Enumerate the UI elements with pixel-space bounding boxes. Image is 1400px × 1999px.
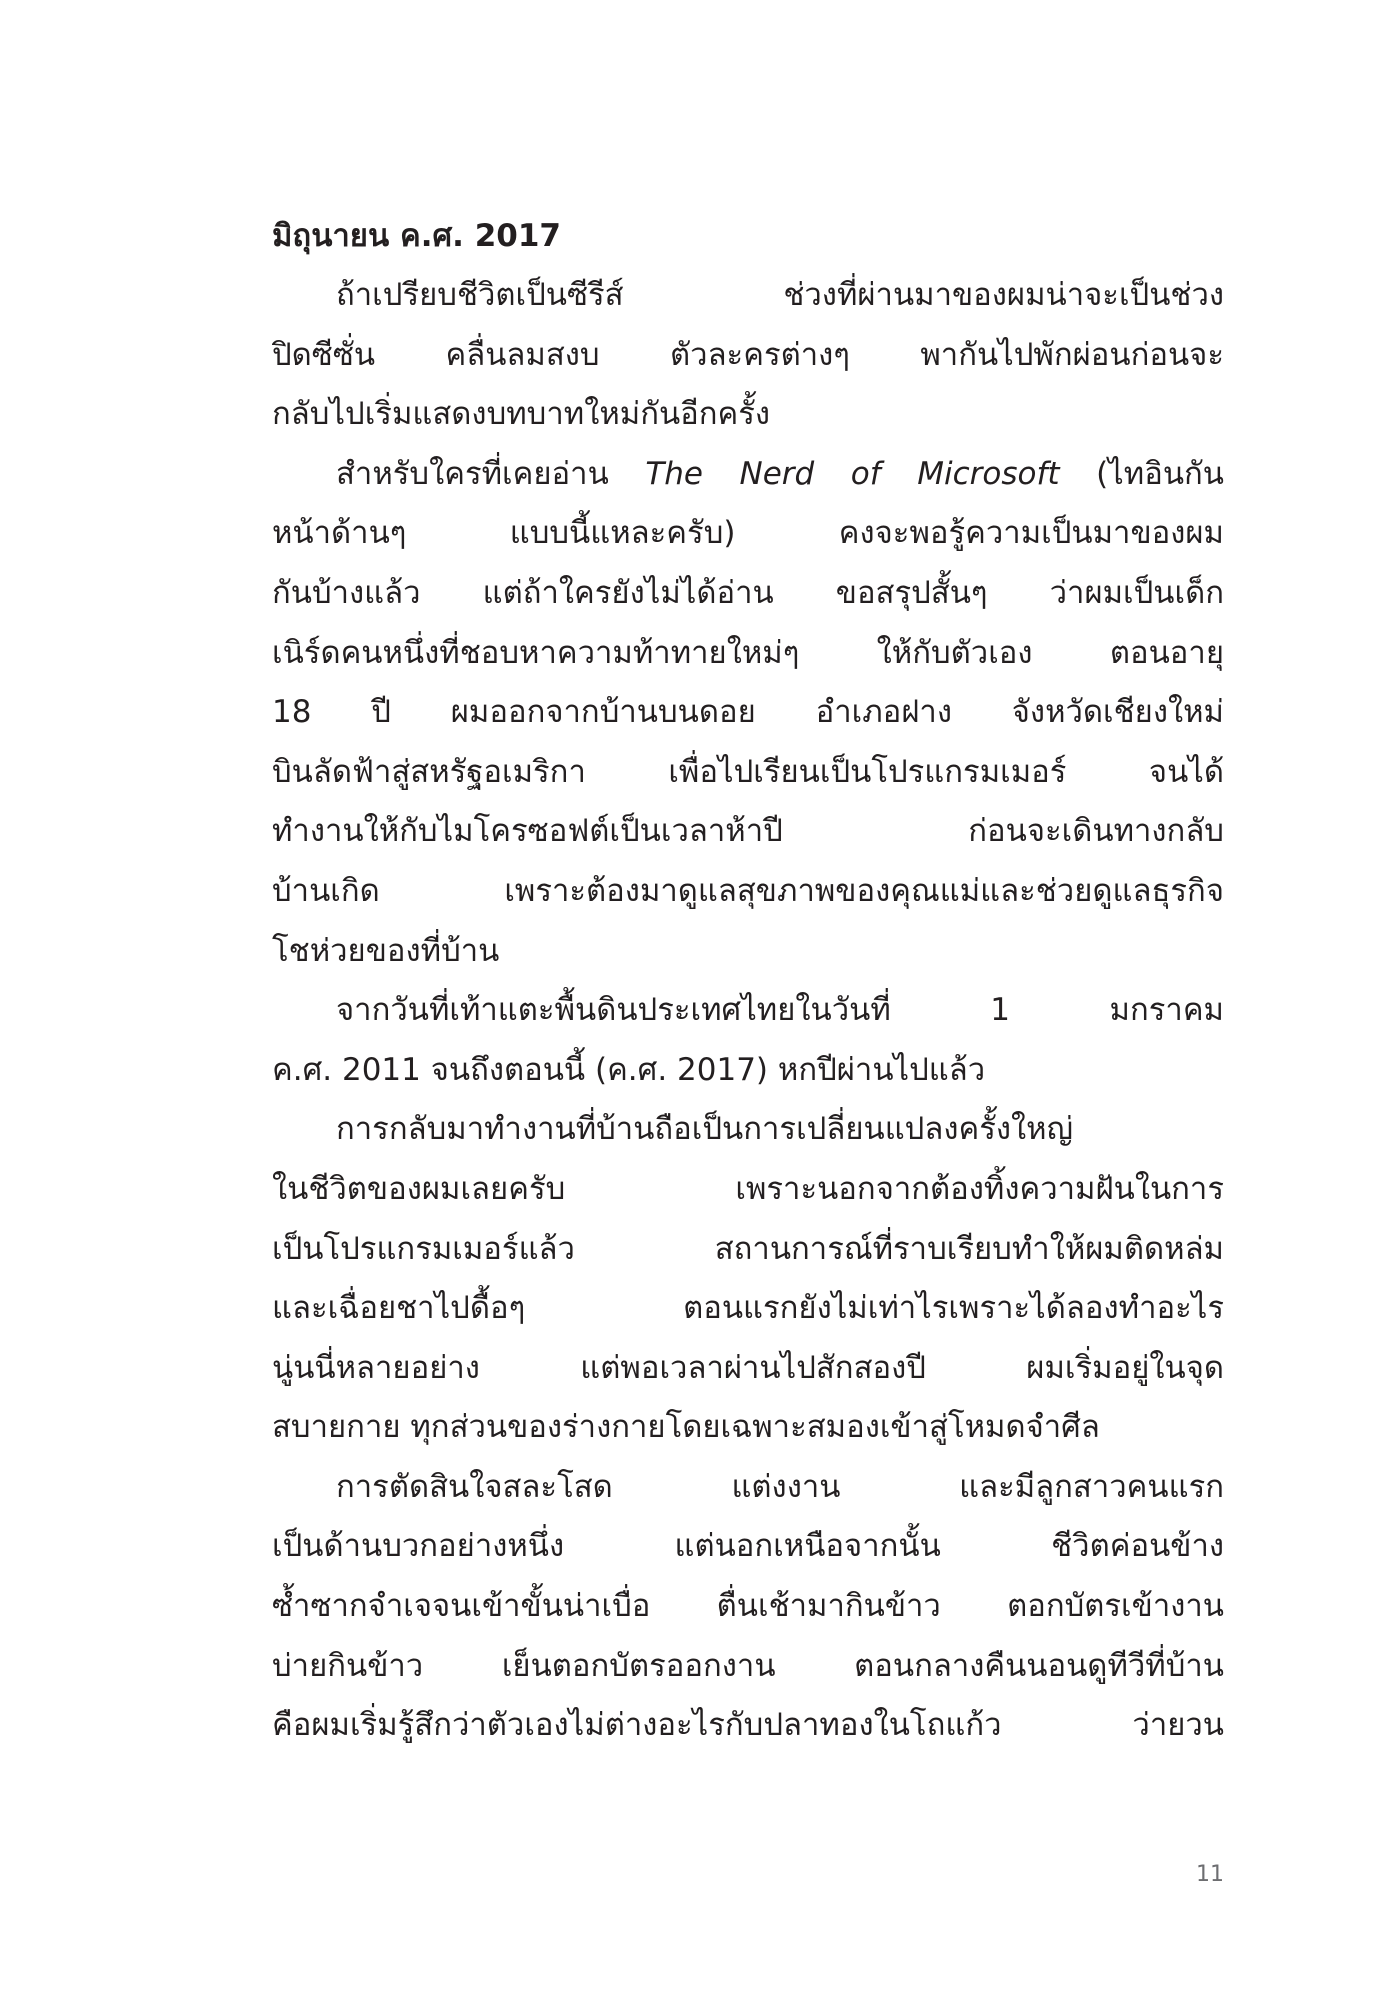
paragraph-1-line-1: ถ้าเปรียบชีวิตเป็นซีรีส์ ช่วงที่ผ่านมาของผมน่าจะเป็นช่วง <box>336 277 1224 313</box>
paragraph-4-line-6: สบายกาย ทุกส่วนของร่างกายโดยเฉพาะสมองเข้าสู่โหมดจำศีล <box>272 1409 1100 1446</box>
paragraph-3-line-2: ค.ศ. 2011 จนถึงตอนนี้ (ค.ศ. 2017) หกปีผ่านไปแล้ว <box>272 1051 986 1088</box>
page-text <box>272 207 1224 1756</box>
paragraph-4-line-2: ในชีวิตของผมเลยครับ เพราะนอกจากต้องทิ้งความฝันในการ <box>272 1170 1224 1207</box>
paragraph-4-line-1: การกลับมาทำงานที่บ้านถือเป็นการเปลี่ยนแปลงครั้งใหญ่ <box>336 1111 1074 1148</box>
paragraph-4-line-5: นู่นนี่หลายอย่าง แต่พอเวลาผ่านไปสักสองปี ผมเริ่มอยู่ในจุด <box>272 1349 1224 1386</box>
paragraph-2-line-1-post: (ไทอินกัน <box>1059 455 1224 492</box>
paragraph-1-line-2: ปิดซีซั่น คลื่นลมสงบ ตัวละครต่างๆ พากันไปพักผ่อนก่อนจะ <box>272 336 1224 373</box>
chapter-date-heading: มิถุนายน ค.ศ. 2017 <box>272 218 561 254</box>
paragraph-2-line-4: เนิร์ดคนหนึ่งที่ชอบหาความท้าทายใหม่ๆ ให้กับตัวเอง ตอนอายุ <box>272 634 1224 671</box>
page-number: 11 <box>1196 1862 1224 1887</box>
paragraph-2-line-3: กันบ้างแล้ว แต่ถ้าใครยังไม่ได้อ่าน ขอสรุปสั้นๆ ว่าผมเป็นเด็ก <box>272 574 1224 611</box>
paragraph-2-line-7: ทำงานให้กับไมโครซอฟต์เป็นเวลาห้าปี ก่อนจะเดินทางกลับ <box>272 813 1224 850</box>
paragraph-1-line-3: กลับไปเริ่มแสดงบทบาทใหม่กันอีกครั้ง <box>272 396 771 433</box>
paragraph-2-line-1-pre: สำหรับใครที่เคยอ่าน <box>336 455 646 492</box>
paragraph-2-line-6: บินลัดฟ้าสู่สหรัฐอเมริกา เพื่อไปเรียนเป็นโปรแกรมเมอร์ จนได้ <box>272 753 1224 790</box>
paragraph-4-line-4: และเฉื่อยชาไปดื้อๆ ตอนแรกยังไม่เท่าไรเพราะได้ลองทำอะไร <box>272 1290 1224 1327</box>
paragraph-2-line-9: โชห่วยของที่บ้าน <box>272 932 500 969</box>
paragraph-5-line-5: คือผมเริ่มรู้สึกว่าตัวเองไม่ต่างอะไรกับปลาทองในโถแก้ว ว่ายวน <box>272 1707 1224 1744</box>
paragraph-5-line-4: บ่ายกินข้าว เย็นตอกบัตรออกงาน ตอนกลางคืนนอนดูทีวีที่บ้าน <box>272 1647 1224 1684</box>
paragraph-5-line-2: เป็นด้านบวกอย่างหนึ่ง แต่นอกเหนือจากนั้น ชีวิตค่อนข้าง <box>272 1528 1224 1565</box>
paragraph-4-line-3: เป็นโปรแกรมเมอร์แล้ว สถานการณ์ที่ราบเรียบทำให้ผมติดหล่ม <box>272 1230 1224 1267</box>
paragraph-5-line-3: ซ้ำซากจำเจจนเข้าขั้นน่าเบื่อ ตื่นเช้ามากินข้าว ตอกบัตรเข้างาน <box>272 1588 1224 1625</box>
paragraph-2-line-2: หน้าด้านๆ แบบนี้แหละครับ) คงจะพอรู้ความเป็นมาของผม <box>272 515 1224 552</box>
paragraph-5-line-1: การตัดสินใจสละโสด แต่งงาน และมีลูกสาวคนแรก <box>336 1468 1224 1505</box>
book-title: The Nerd of Microsoft <box>645 455 1060 492</box>
paragraph-3-line-1: จากวันที่เท้าแตะพื้นดินประเทศไทยในวันที่ 1 มกราคม <box>336 992 1224 1029</box>
paragraph-2-line-8: บ้านเกิด เพราะต้องมาดูแลสุขภาพของคุณแม่และช่วยดูแลธุรกิจ <box>272 872 1224 909</box>
paragraph-2-line-5: 18 ปี ผมออกจากบ้านบนดอย อำเภอฝาง จังหวัดเชียงใหม่ <box>272 694 1224 731</box>
paragraph-2-line-1 <box>272 445 1224 505</box>
